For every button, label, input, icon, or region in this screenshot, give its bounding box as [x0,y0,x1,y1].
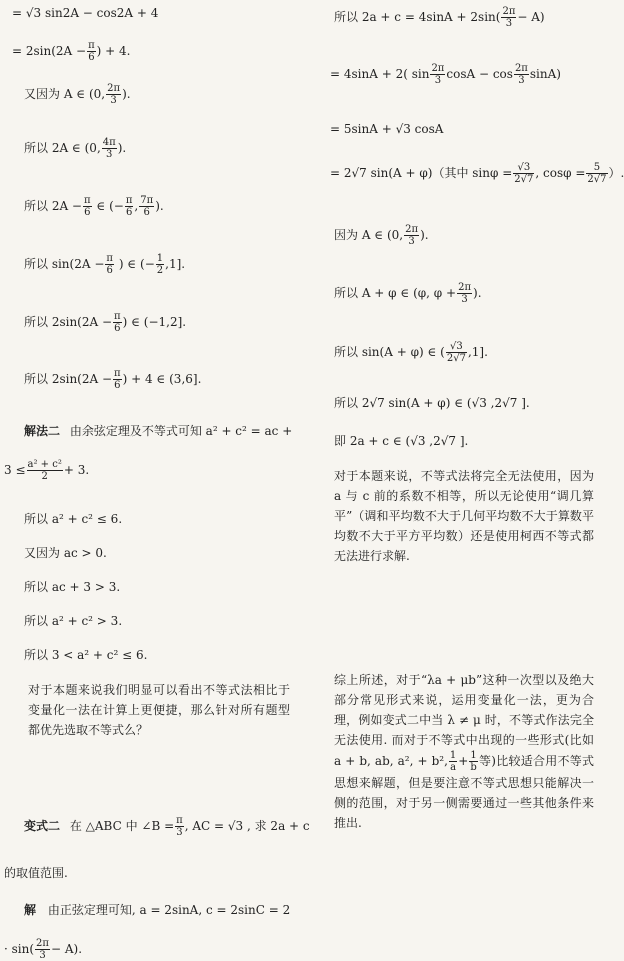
variant-two-tail: 的取值范围. [4,866,68,880]
equation-line: = 2√7 sin(A + φ)（其中 sinφ = $\frac{√3}{2√7}$ , cosφ = $\frac{5}{2√7}$ ）. [330,162,624,185]
equation-line: 又因为 A ∈ (0, $\frac{2\pi}{3}$ ). [24,83,131,106]
equation-line: 所以 2A − $\frac{\pi}{6}$ ∈ (− $\frac{\pi}{6}$ , $\frac{7\pi}{6}$ ). [24,195,164,218]
equation-line: 所以 sin(2A − $\frac{\pi}{6}$ ) ∈ (− $\frac{1}{2}$ ,1]. [24,253,186,276]
method-two-heading: 解法二 [24,424,61,438]
solution-intro: 解 由正弦定理可知, a = 2sinA, c = 2sinC = 2 [24,903,291,917]
equation-line: 所以 ac + 3 > 3. [24,580,121,594]
paragraph: 对于本题来说，不等式法将完全无法使用，因为 a 与 c 前的系数不相等，所以无论使用“调几算平”（调和平均数不大于几何平均数不大于算数平均数不大于平方平均数）还是使用柯西不等式都无法进行求解. [334,469,594,563]
paragraph: 对于本题来说我们明显可以看出不等式法相比于变量化一法在计算上更便捷，那么针对所有题型都优先选取不等式么？ [28,683,290,737]
equation-line: · sin( $\frac{2\pi}{3}$ − A). [4,938,83,961]
solution-heading: 解 [24,903,37,917]
equation-line: 又因为 ac > 0. [24,546,107,560]
equation-line: 所以 2A ∈ (0, $\frac{4\pi}{3}$ ). [24,137,127,160]
variant-two-heading: 变式二 [24,819,61,833]
paragraph: 综上所述，对于“λa + μb”这种一次型以及绝大部分常见形式来说，运用变量化一法，更为合理，例如变式二中当 λ ≠ μ 时，不等式作法完全无法使用. 而对于不等式中出现的一些形式(比如 a + b, ab, a², + b², $\frac{1}{a}$ + $\frac{1}{b}$ 等)比较适合用不等式思想来解题，但是要注意不等式思想只能解决一侧的范围，对于另一侧需要通过一些其他条件来推出. [334,673,594,830]
method-two-intro: 解法二 由余弦定理及不等式可知 a² + c² = ac + [24,424,293,438]
equation-line: 所以 2sin(2A − $\frac{\pi}{6}$ ) ∈ (−1,2]. [24,311,187,334]
equation-line: 所以 2a + c = 4sinA + 2sin( $\frac{2\pi}{3}$ − A) [334,6,545,29]
equation-line: 因为 A ∈ (0, $\frac{2\pi}{3}$ ). [334,224,429,247]
equation-line: = √3 sin2A − cos2A + 4 [12,6,159,20]
equation-line: = 5sinA + √3 cosA [330,122,444,136]
equation-line: = 4sinA + 2( sin $\frac{2\pi}{3}$ cosA − cos $\frac{2\pi}{3}$ sinA) [330,63,561,86]
equation-line: 所以 2sin(2A − $\frac{\pi}{6}$ ) + 4 ∈ (3,6]. [24,368,202,391]
equation-line: 所以 a² + c² ≤ 6. [24,512,123,526]
variant-two: 变式二 在 △ABC 中 ∠B = $\frac{\pi}{3}$ , AC = √3 , 求 2a + c [24,815,310,838]
equation-line: 即 2a + c ∈ (√3 ,2√7 ]. [334,434,469,448]
equation-line: 所以 sin(A + φ) ∈ ( $\frac{√3}{2√7}$ ,1]. [334,341,488,364]
equation-line: 所以 a² + c² > 3. [24,614,123,628]
left-column [4,4,310,961]
right-column [310,4,624,830]
equation-line: 所以 A + φ ∈ (φ, φ + $\frac{2\pi}{3}$ ). [334,282,482,305]
equation-line: 3 ≤ $\frac{\text{a² + c²}}{2}$ + 3. [4,459,90,482]
equation-line: 所以 3 < a² + c² ≤ 6. [24,648,148,662]
equation-line: 所以 2√7 sin(A + φ) ∈ (√3 ,2√7 ]. [334,396,530,410]
equation-line: = 2sin(2A − $\frac{\pi}{6}$ ) + 4. [12,40,131,63]
